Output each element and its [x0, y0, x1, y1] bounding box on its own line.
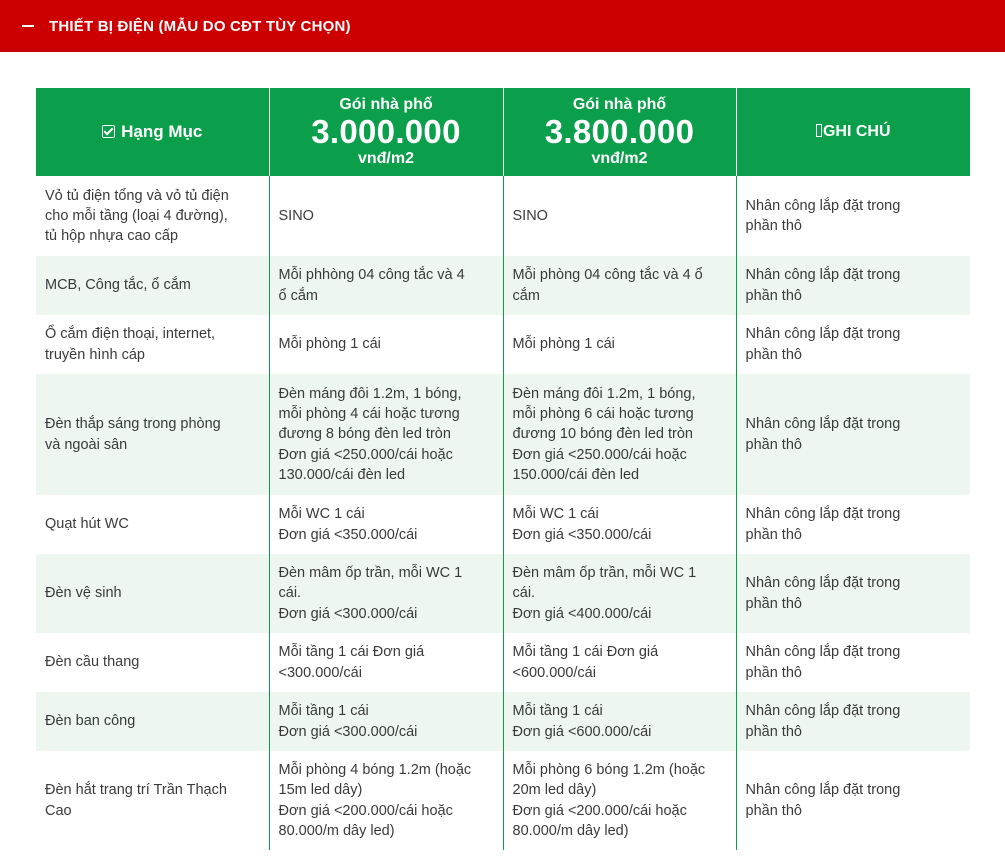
cell-note: [736, 315, 970, 374]
cell-text-line: Đèn vệ sinh: [45, 585, 122, 602]
cell-package-2: [503, 554, 736, 633]
cell-text-line: 20m led dây): [512, 782, 597, 799]
cell-text-line: MCB, Công tắc, ổ cắm: [45, 277, 191, 294]
cell-text-line: Đèn cầu thang: [45, 654, 140, 671]
cell-text-line: 80.000/m dây led): [512, 822, 629, 839]
package-1-unit: vnđ/m2: [357, 150, 414, 167]
section-title: THIẾT BỊ ĐIỆN (MẪU DO CĐT TÙY CHỌN): [49, 17, 351, 35]
cell-text-line: Đơn giá <200.000/cái hoặc: [278, 802, 453, 819]
cell-text-line: 150.000/cái đèn led: [512, 466, 640, 483]
package-2-price: 3.800.000: [544, 113, 695, 150]
cell-text-line: phần thô: [745, 595, 802, 612]
header-package-1: [269, 88, 503, 176]
cell-text-line: Đèn mâm ốp trần, mỗi WC 1: [278, 565, 463, 582]
cell-text-line: Nhân công lắp đặt trong: [745, 326, 901, 343]
cell-text-line: Nhân công lắp đặt trong: [745, 197, 901, 214]
cell-package-1: [269, 495, 503, 554]
cell-text-line: Nhân công lắp đặt trong: [745, 644, 901, 661]
cell-text-line: phần thô: [745, 287, 802, 304]
cell-text-line: Đơn giá <250.000/cái hoặc: [278, 446, 453, 463]
cell-text-line: mỗi phòng 6 cái hoặc tương: [512, 406, 694, 423]
table-row: [36, 495, 970, 554]
cell-text-line: Đơn giá <600.000/cái: [512, 723, 652, 740]
cell-text-line: <300.000/cái: [278, 664, 362, 681]
cell-text-line: đương 8 bóng đèn led tròn: [278, 426, 451, 443]
cell-package-2: [503, 495, 736, 554]
cell-text-line: đương 10 bóng đèn led tròn: [512, 426, 693, 443]
cell-text-line: phần thô: [745, 346, 802, 363]
cell-package-1: [269, 633, 503, 692]
cell-category: [36, 751, 269, 850]
table-row: [36, 554, 970, 633]
cell-text-line: Mỗi tầng 1 cái Đơn giá: [278, 644, 425, 661]
cell-package-1: [269, 751, 503, 850]
cell-text-line: Mỗi phòng 6 bóng 1.2m (hoặc: [512, 761, 706, 778]
cell-text-line: Đèn máng đôi 1.2m, 1 bóng,: [278, 385, 462, 402]
missing-glyph-icon: [816, 124, 822, 137]
cell-package-1: [269, 315, 503, 374]
cell-text-line: Đèn thắp sáng trong phòng: [45, 416, 221, 433]
table-row: [36, 374, 970, 495]
header-note-label: GHI CHÚ: [822, 123, 891, 140]
cell-category: [36, 315, 269, 374]
cell-text-line: phần thô: [745, 723, 802, 740]
cell-text-line: Mỗi WC 1 cái: [512, 506, 599, 523]
cell-text-line: Nhân công lắp đặt trong: [745, 416, 901, 433]
cell-text-line: Quạt hút WC: [45, 516, 129, 533]
cell-category: [36, 495, 269, 554]
cell-text-line: cái.: [512, 585, 536, 602]
cell-text-line: Nhân công lắp đặt trong: [745, 703, 901, 720]
table-row: [36, 256, 970, 315]
cell-text-line: Mỗi WC 1 cái: [278, 506, 365, 523]
cell-package-2: [503, 176, 736, 256]
package-1-name: Gói nhà phố: [339, 96, 433, 113]
cell-text-line: phần thô: [745, 218, 802, 234]
cell-note: [736, 633, 970, 692]
cell-text-line: Mỗi phòng 4 bóng 1.2m (hoặc: [278, 761, 472, 778]
cell-note: [736, 692, 970, 751]
header-note: [736, 88, 970, 176]
cell-text-line: 15m led dây): [278, 782, 363, 799]
cell-text-line: Đơn giá <250.000/cái hoặc: [512, 446, 687, 463]
cell-text-line: Mỗi phòng 1 cái: [512, 336, 615, 353]
package-2-name: Gói nhà phố: [572, 96, 667, 113]
cell-note: [736, 374, 970, 495]
cell-text-line: Đèn mâm ốp trần, mỗi WC 1: [512, 565, 697, 582]
cell-text-line: Mỗi tầng 1 cái: [512, 703, 603, 720]
table-row: [36, 633, 970, 692]
cell-text-line: Đơn giá <300.000/cái: [278, 723, 418, 740]
cell-text-line: Vỏ tủ điện tổng và vỏ tủ điện: [45, 187, 229, 204]
header-package-2: [503, 88, 736, 176]
cell-category: [36, 374, 269, 495]
cell-text-line: SINO: [512, 207, 548, 224]
cell-text-line: mỗi phòng 4 cái hoặc tương: [278, 406, 460, 423]
cell-text-line: SINO: [278, 207, 314, 224]
cell-package-2: [503, 633, 736, 692]
cell-category: [36, 176, 269, 256]
cell-text-line: Mỗi phhòng 04 công tắc và 4: [278, 267, 465, 284]
collapse-icon[interactable]: [22, 25, 34, 27]
cell-category: [36, 633, 269, 692]
cell-category: [36, 554, 269, 633]
cell-package-2: [503, 256, 736, 315]
cell-text-line: Cao: [45, 802, 72, 819]
cell-text-line: Đơn giá <400.000/cái: [512, 605, 652, 622]
cell-package-1: [269, 554, 503, 633]
cell-text-line: Đèn hắt trang trí Trần Thạch: [45, 782, 227, 799]
cell-text-line: phần thô: [745, 526, 802, 543]
cell-text-line: truyền hình cáp: [45, 346, 145, 363]
cell-text-line: cắm: [512, 287, 540, 304]
cell-category: [36, 692, 269, 751]
section-header[interactable]: [0, 0, 1005, 52]
cell-text-line: ổ cắm: [278, 287, 318, 304]
cell-note: [736, 495, 970, 554]
cell-text-line: Ổ cắm điện thoại, internet,: [45, 326, 216, 343]
equipment-table: [36, 88, 970, 850]
cell-text-line: cho mỗi tầng (loại 4 đường),: [45, 207, 228, 224]
cell-text-line: phần thô: [745, 436, 802, 453]
table-row: [36, 751, 970, 850]
table-body: [36, 176, 970, 850]
cell-package-2: [503, 692, 736, 751]
table-row: [36, 692, 970, 751]
header-category-label: Hạng Mục: [121, 122, 203, 141]
cell-text-line: Mỗi phòng 1 cái: [278, 336, 381, 353]
cell-note: [736, 554, 970, 633]
cell-package-1: [269, 256, 503, 315]
cell-note: [736, 256, 970, 315]
cell-text-line: <600.000/cái: [512, 664, 596, 681]
cell-text-line: Đèn máng đôi 1.2m, 1 bóng,: [512, 385, 696, 402]
cell-text-line: cái.: [278, 585, 302, 602]
header-category: [36, 88, 269, 176]
cell-package-1: [269, 176, 503, 256]
cell-text-line: và ngoài sân: [45, 436, 128, 453]
package-1-price: 3.000.000: [311, 113, 461, 150]
cell-text-line: tủ hộp nhựa cao cấp: [45, 228, 179, 245]
cell-text-line: 80.000/m dây led): [278, 822, 395, 839]
cell-category: [36, 256, 269, 315]
cell-package-2: [503, 374, 736, 495]
cell-text-line: Mỗi tầng 1 cái: [278, 703, 369, 720]
cell-text-line: Đơn giá <300.000/cái: [278, 605, 418, 622]
table-header-row: [36, 88, 970, 176]
cell-text-line: 130.000/cái đèn led: [278, 466, 406, 483]
cell-package-1: [269, 374, 503, 495]
table-row: [36, 315, 970, 374]
cell-text-line: Nhân công lắp đặt trong: [745, 506, 901, 523]
cell-text-line: Đơn giá <350.000/cái: [278, 526, 418, 543]
cell-text-line: phần thô: [745, 802, 802, 819]
table-row: [36, 176, 970, 256]
cell-text-line: Đơn giá <200.000/cái hoặc: [512, 802, 687, 819]
cell-text-line: phần thô: [745, 664, 802, 681]
cell-package-1: [269, 692, 503, 751]
cell-note: [736, 176, 970, 256]
cell-text-line: Mỗi phòng 04 công tắc và 4 ổ: [512, 267, 703, 284]
cell-text-line: Nhân công lắp đặt trong: [745, 782, 901, 799]
cell-text-line: Mỗi tầng 1 cái Đơn giá: [512, 644, 659, 661]
cell-package-2: [503, 315, 736, 374]
cell-text-line: Nhân công lắp đặt trong: [745, 267, 901, 284]
cell-text-line: Đơn giá <350.000/cái: [512, 526, 652, 543]
cell-text-line: Nhân công lắp đặt trong: [745, 575, 901, 592]
checkbox-icon: [102, 125, 115, 138]
cell-package-2: [503, 751, 736, 850]
package-2-unit: vnđ/m2: [591, 150, 648, 167]
cell-text-line: Đèn ban công: [45, 713, 136, 730]
cell-note: [736, 751, 970, 850]
equipment-table-container: [36, 88, 970, 850]
